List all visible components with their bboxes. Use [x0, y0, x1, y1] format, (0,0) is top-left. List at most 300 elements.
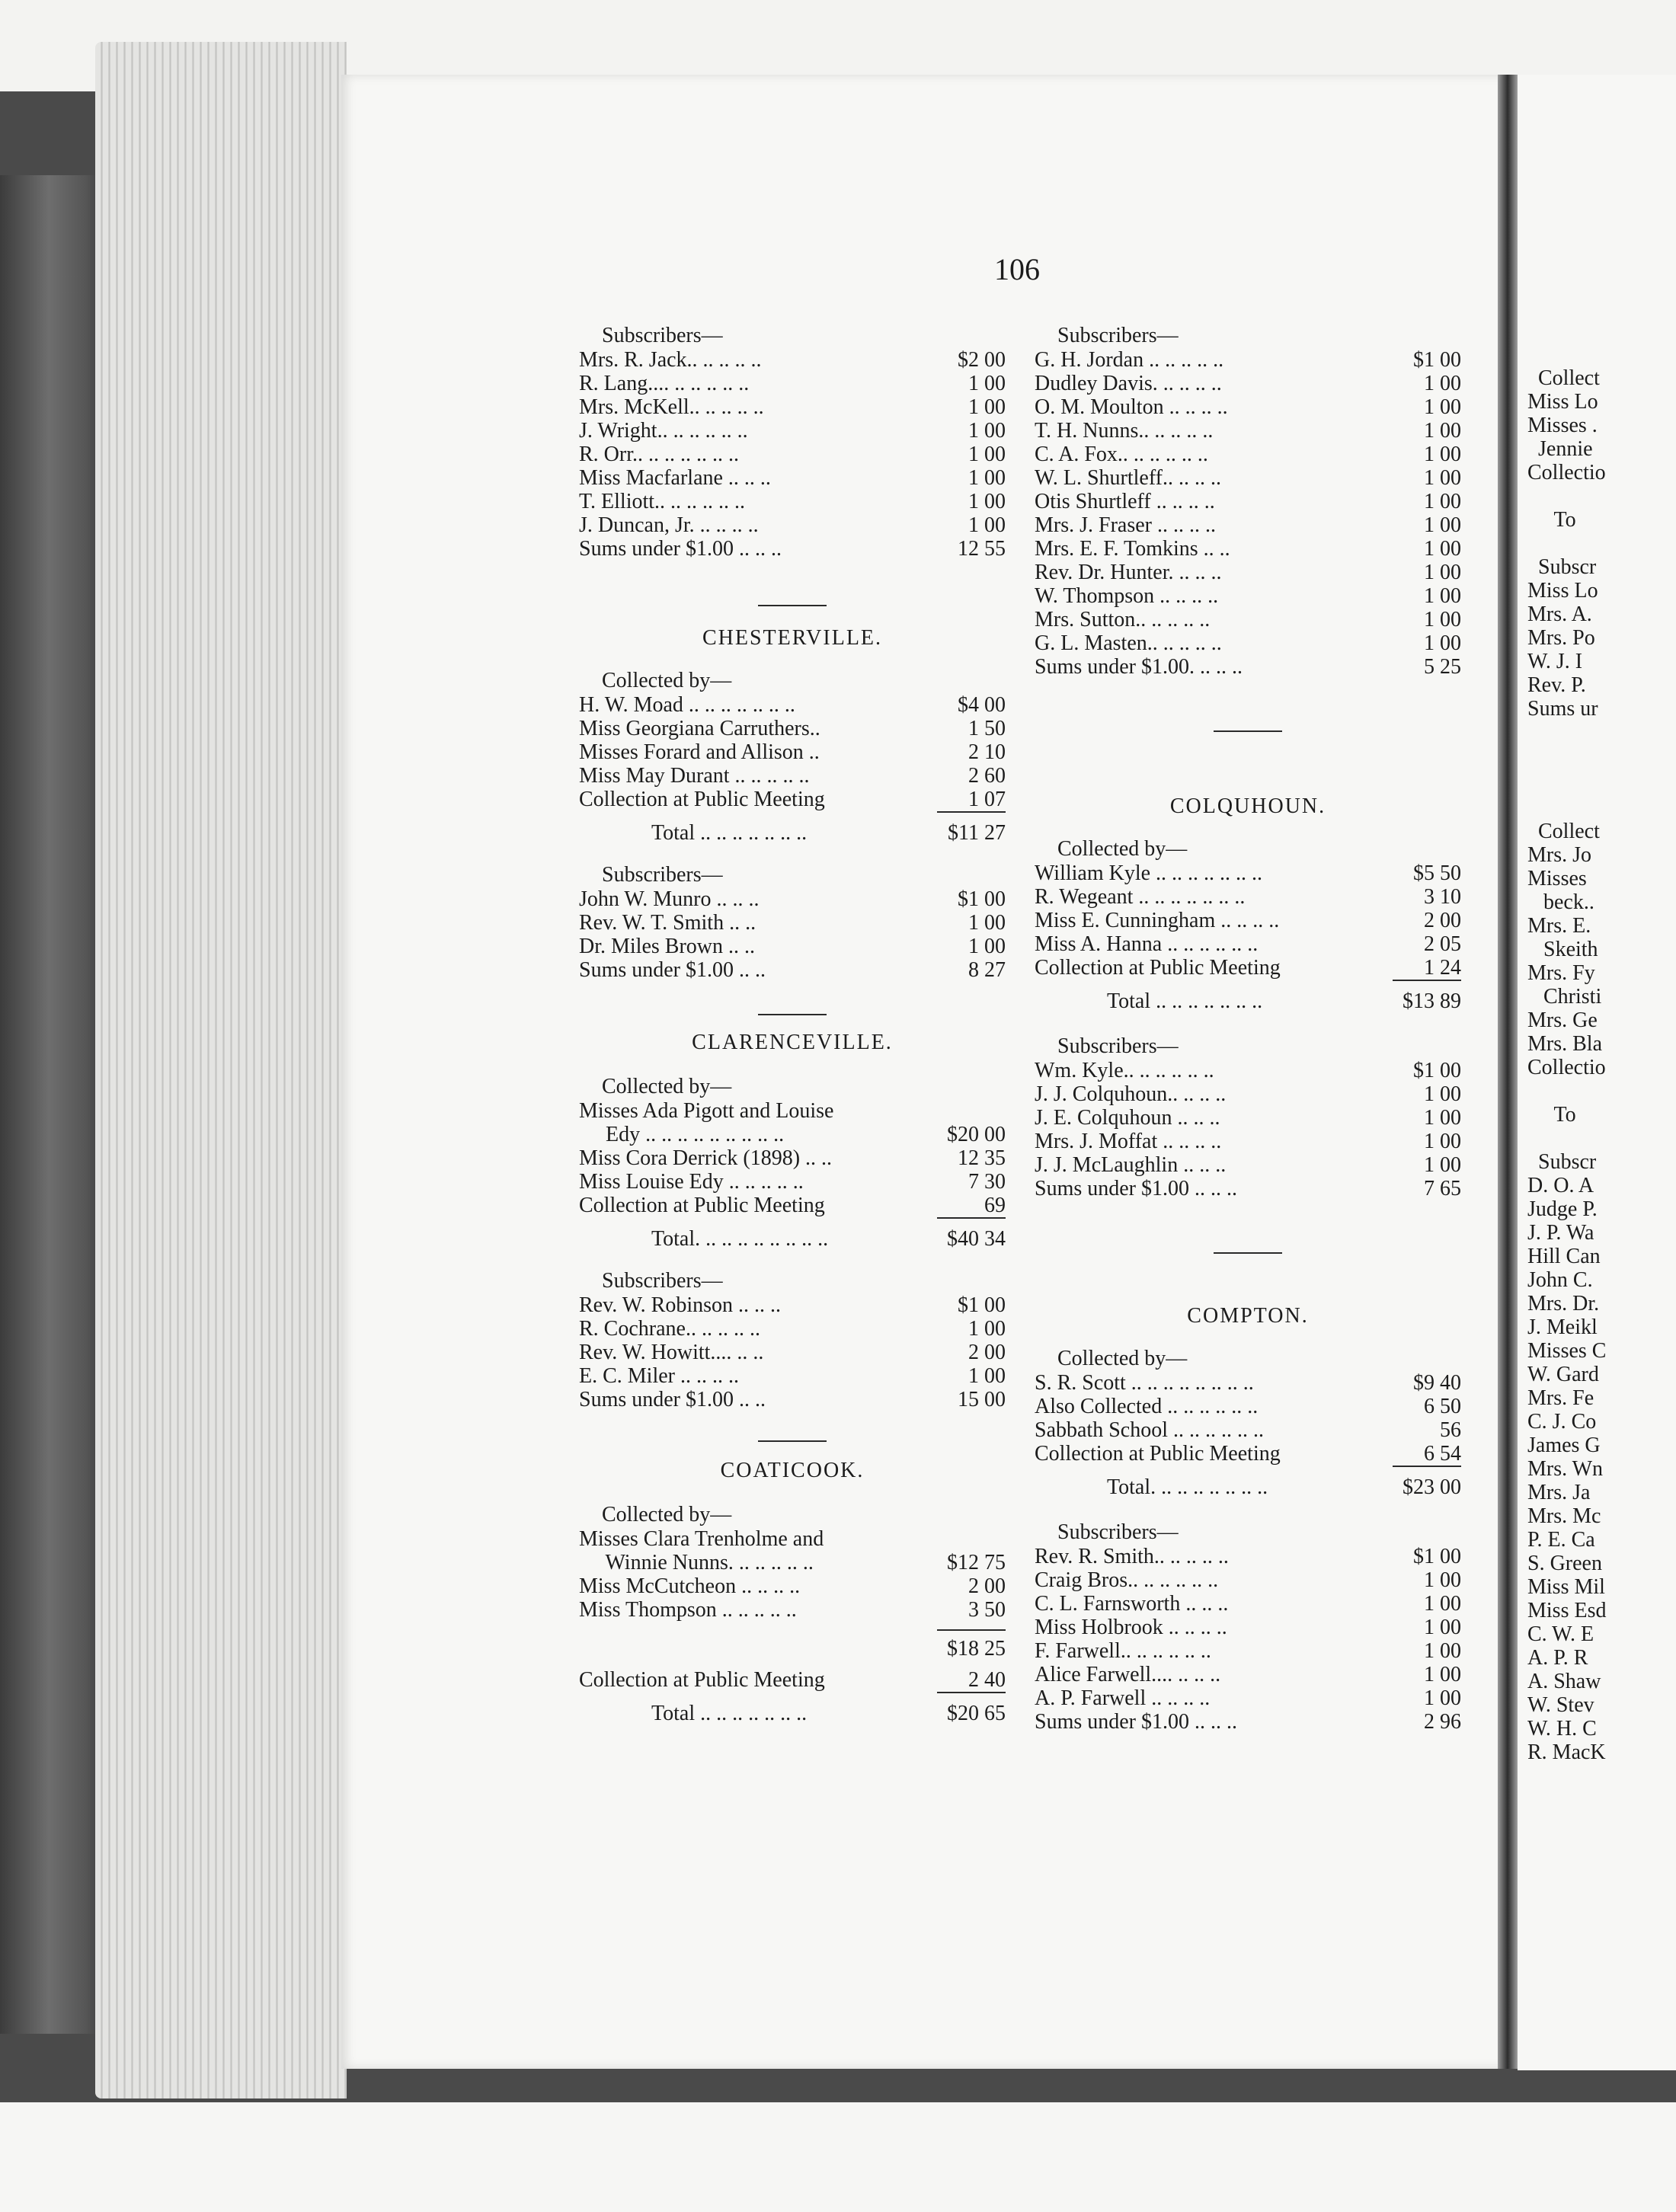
entry-name: Sums under $1.00 .. .. .. — [579, 537, 782, 561]
entry-amount: 1 00 — [968, 395, 1006, 419]
entry-name: J. J. Colquhoun.. .. .. .. — [1035, 1082, 1227, 1106]
entry-amount: 1 00 — [1424, 1568, 1461, 1592]
subscribers-label: Subscribers— — [602, 324, 723, 347]
total-amount: $20 65 — [947, 1702, 1006, 1725]
list-row — [1035, 861, 1461, 885]
section-heading-coaticook: COATICOOK. — [720, 1459, 865, 1482]
entry-amount: 2 00 — [968, 1341, 1006, 1364]
entry-name: Craig Bros.. .. .. .. .. .. — [1035, 1568, 1219, 1592]
entry-amount: 1 00 — [968, 1364, 1006, 1388]
entry-name: Winnie Nunns. .. .. .. .. .. — [579, 1551, 814, 1574]
list-row — [1035, 1106, 1461, 1130]
entry-name: Rev. W. Robinson .. .. .. — [579, 1293, 781, 1317]
entry-name: Mrs. J. Fraser .. .. .. .. — [1035, 513, 1216, 537]
list-row — [1035, 1130, 1461, 1153]
list-row — [579, 1146, 1006, 1170]
list-row — [1035, 1177, 1461, 1200]
entry-name: Miss A. Hanna .. .. .. .. .. .. — [1035, 932, 1259, 956]
list-row — [1035, 956, 1461, 980]
entry-name: Rev. W. T. Smith .. .. — [579, 911, 756, 935]
list-row — [1035, 584, 1461, 608]
entry-name: Otis Shurtleff .. .. .. .. — [1035, 490, 1215, 513]
column-left — [579, 324, 1006, 1727]
list-row — [1035, 348, 1461, 372]
fragment-line: Mrs. Po — [1527, 626, 1595, 650]
list-row — [579, 348, 1006, 372]
list-row — [579, 740, 1006, 764]
total-label: Total. .. .. .. .. .. .. .. — [1107, 1475, 1268, 1499]
entry-name: H. W. Moad .. .. .. .. .. .. .. — [579, 693, 795, 717]
list-row — [579, 911, 1006, 935]
collected-by-label: Collected by— — [602, 1503, 732, 1526]
entry-amount: 69 — [984, 1194, 1006, 1217]
collected-by-label: Collected by— — [602, 1075, 732, 1098]
entry-name: R. Lang.... .. .. .. .. .. — [579, 372, 750, 395]
entry-name: J. Wright.. .. .. .. .. .. — [579, 419, 748, 443]
entry-amount: 6 50 — [1424, 1395, 1461, 1418]
entry-name: Mrs. E. F. Tomkins .. .. — [1035, 537, 1230, 561]
collection-amount: 2 40 — [968, 1668, 1006, 1692]
entry-name: C. A. Fox.. .. .. .. .. .. — [1035, 443, 1208, 466]
fragment-line: beck.. — [1527, 890, 1594, 914]
entry-amount: 12 35 — [958, 1146, 1006, 1170]
entry-name: Miss McCutcheon .. .. .. .. — [579, 1574, 801, 1598]
collection-row — [579, 1668, 1006, 1692]
entry-amount: $1 00 — [1413, 1059, 1461, 1082]
entry-name: R. Wegeant .. .. .. .. .. .. .. — [1035, 885, 1246, 909]
list-row — [579, 395, 1006, 419]
fragment-line: J. P. Wa — [1527, 1221, 1594, 1245]
entry-name: John W. Munro .. .. .. — [579, 887, 760, 911]
sum-rule — [937, 1692, 1006, 1693]
fragment-line: C. W. E — [1527, 1622, 1594, 1646]
list-row — [1035, 1686, 1461, 1710]
entry-name: G. H. Jordan .. .. .. .. .. — [1035, 348, 1224, 372]
entry-amount: 1 00 — [968, 935, 1006, 958]
list-row — [1035, 1442, 1461, 1466]
entry-amount: 1 07 — [968, 788, 1006, 811]
entry-name: Dudley Davis. .. .. .. .. — [1035, 372, 1222, 395]
subtotal-row — [579, 1637, 1006, 1661]
fragment-line: Mrs. Fy — [1527, 961, 1595, 985]
entry-amount: 1 00 — [1424, 1153, 1461, 1177]
fragment-line: Misses C — [1527, 1339, 1607, 1363]
entry-name: R. Orr.. .. .. .. .. .. .. — [579, 443, 739, 466]
fragment-line: P. E. Ca — [1527, 1528, 1595, 1552]
collected-list — [1035, 861, 1461, 980]
collector-name: Misses Clara Trenholme and — [579, 1527, 824, 1551]
entry-amount: 1 00 — [1424, 1106, 1461, 1130]
total-label: Total .. .. .. .. .. .. .. — [651, 821, 808, 845]
fragment-line: Rev. P. — [1527, 673, 1586, 697]
entry-amount: 1 00 — [1424, 561, 1461, 584]
list-row — [579, 443, 1006, 466]
entry-name: Sabbath School .. .. .. .. .. .. — [1035, 1418, 1264, 1442]
entry-amount: 1 00 — [1424, 584, 1461, 608]
entry-amount: 1 00 — [1424, 1130, 1461, 1153]
list-row — [579, 466, 1006, 490]
entry-amount: 1 00 — [1424, 1616, 1461, 1639]
entry-amount: 1 00 — [1424, 631, 1461, 655]
entry-amount: $2 00 — [958, 348, 1006, 372]
entry-amount: 1 00 — [1424, 1663, 1461, 1686]
fragment-line: Mrs. A. — [1527, 603, 1592, 626]
fragment-block — [1527, 820, 1676, 1764]
entry-name: Edy .. .. .. .. .. .. .. .. .. — [579, 1123, 785, 1146]
total-row — [1035, 989, 1461, 1015]
fragment-line: D. O. A — [1527, 1174, 1594, 1197]
entry-name: Collection at Public Meeting — [579, 1194, 825, 1217]
fragment-line: C. J. Co — [1527, 1410, 1597, 1434]
collected-list — [579, 1123, 1006, 1217]
list-row — [1035, 1639, 1461, 1663]
entry-name: Sums under $1.00 .. .. .. — [1035, 1710, 1237, 1734]
entry-name: Collection at Public Meeting — [1035, 1442, 1281, 1466]
fragment-line: W. Gard — [1527, 1363, 1599, 1386]
entry-amount: 6 54 — [1424, 1442, 1461, 1466]
fragment-line: R. MacK — [1527, 1741, 1606, 1764]
fragment-line: Collectio — [1527, 461, 1606, 484]
entry-amount: 1 00 — [1424, 1592, 1461, 1616]
fragment-line: W. J. I — [1527, 650, 1583, 673]
entry-name: Miss Macfarlane .. .. .. — [579, 466, 771, 490]
entry-amount: 1 00 — [968, 513, 1006, 537]
entry-amount: 1 00 — [1424, 537, 1461, 561]
list-row — [579, 935, 1006, 958]
fragment-line: Misses — [1527, 867, 1587, 890]
list-row — [1035, 1153, 1461, 1177]
entry-name: J. J. McLaughlin .. .. .. — [1035, 1153, 1227, 1177]
entry-name: Mrs. R. Jack.. .. .. .. .. — [579, 348, 762, 372]
sum-rule — [1393, 980, 1461, 981]
entry-name: Rev. W. Howitt.... .. .. — [579, 1341, 764, 1364]
fragment-line: Mrs. Wn — [1527, 1457, 1604, 1481]
entry-name: O. M. Moulton .. .. .. .. — [1035, 395, 1228, 419]
total-row — [579, 1226, 1006, 1252]
list-row — [1035, 1616, 1461, 1639]
entry-name: Miss Louise Edy .. .. .. .. .. — [579, 1170, 804, 1194]
collected-by-label: Collected by— — [1057, 837, 1188, 861]
entry-name: F. Farwell.. .. .. .. .. .. — [1035, 1639, 1211, 1663]
fragment-line: Mrs. Fe — [1527, 1386, 1594, 1410]
entry-name: C. L. Farnsworth .. .. .. — [1035, 1592, 1229, 1616]
total-amount: $23 00 — [1403, 1475, 1461, 1499]
entry-amount: $9 40 — [1413, 1371, 1461, 1395]
list-row — [579, 1317, 1006, 1341]
fragment-line: Subscr — [1527, 555, 1597, 579]
fragment-line: Mrs. Mc — [1527, 1504, 1601, 1528]
list-row — [1035, 1545, 1461, 1568]
entry-amount: 8 27 — [968, 958, 1006, 982]
list-row — [579, 537, 1006, 561]
list-row — [1035, 513, 1461, 537]
list-row — [1035, 443, 1461, 466]
total-amount: $40 34 — [947, 1227, 1006, 1251]
entry-amount: 7 30 — [968, 1170, 1006, 1194]
list-row — [579, 693, 1006, 717]
entry-amount: 1 00 — [1424, 1082, 1461, 1106]
list-row — [579, 1170, 1006, 1194]
entry-name: A. P. Farwell .. .. .. .. — [1035, 1686, 1211, 1710]
list-row — [1035, 631, 1461, 655]
fragment-line: John C. — [1527, 1268, 1593, 1292]
fragment-line: Jennie — [1527, 437, 1593, 461]
list-row — [579, 958, 1006, 982]
fragment-line — [1527, 1079, 1676, 1103]
list-row — [579, 1293, 1006, 1317]
entry-amount: 1 50 — [968, 717, 1006, 740]
entry-name: Miss Thompson .. .. .. .. .. — [579, 1598, 797, 1622]
column-middle — [1035, 324, 1461, 1734]
section-heading-chesterville: CHESTERVILLE. — [702, 626, 883, 650]
entry-name: Mrs. J. Moffat .. .. .. .. — [1035, 1130, 1222, 1153]
fragment-line: Collect — [1527, 820, 1600, 843]
subscriber-list — [1035, 1059, 1461, 1200]
entry-name: Sums under $1.00. .. .. .. — [1035, 655, 1243, 679]
entry-amount: $1 00 — [958, 1293, 1006, 1317]
entry-amount: 1 00 — [968, 419, 1006, 443]
entry-amount: 1 00 — [1424, 1686, 1461, 1710]
column-right-cutoff — [1527, 324, 1676, 1764]
section-heading-clarenceville: CLARENCEVILLE. — [692, 1031, 893, 1054]
entry-name: Miss Georgiana Carruthers.. — [579, 717, 820, 740]
entry-amount: 1 00 — [968, 911, 1006, 935]
entry-name: E. C. Miler .. .. .. .. — [579, 1364, 739, 1388]
entry-amount: 2 05 — [1424, 932, 1461, 956]
subscriber-list — [1035, 348, 1461, 679]
entry-name: S. R. Scott .. .. .. .. .. .. .. .. — [1035, 1371, 1254, 1395]
entry-amount: 2 10 — [968, 740, 1006, 764]
entry-amount: 1 00 — [968, 443, 1006, 466]
list-row — [579, 717, 1006, 740]
entry-amount: $20 00 — [947, 1123, 1006, 1146]
total-label: Total. .. .. .. .. .. .. .. .. — [651, 1227, 829, 1251]
entry-name: Miss E. Cunningham .. .. .. .. — [1035, 909, 1280, 932]
list-row — [1035, 1371, 1461, 1395]
subscribers-label: Subscribers— — [602, 1269, 723, 1293]
entry-amount: 3 10 — [1424, 885, 1461, 909]
list-row — [579, 1598, 1006, 1622]
list-row — [1035, 932, 1461, 956]
entry-name: Misses Forard and Allison .. — [579, 740, 820, 764]
list-row — [579, 1388, 1006, 1411]
fragment-line: Miss Lo — [1527, 579, 1598, 603]
entry-amount: 1 00 — [1424, 372, 1461, 395]
entry-amount: 2 60 — [968, 764, 1006, 788]
subscribers-label: Subscribers— — [1057, 1034, 1179, 1058]
entry-amount: 15 00 — [958, 1388, 1006, 1411]
entry-name: Wm. Kyle.. .. .. .. .. .. — [1035, 1059, 1214, 1082]
fragment-line: To — [1527, 508, 1576, 532]
entry-amount: 1 00 — [1424, 466, 1461, 490]
fragment-line: Miss Esd — [1527, 1599, 1607, 1622]
list-row — [1035, 1592, 1461, 1616]
entry-amount: 1 00 — [1424, 513, 1461, 537]
list-row — [579, 1341, 1006, 1364]
collection-label: Collection at Public Meeting — [579, 1668, 825, 1692]
entry-name: Alice Farwell.... .. .. .. — [1035, 1663, 1221, 1686]
scanner-background-bottom — [0, 2102, 1676, 2212]
sum-rule — [1393, 1466, 1461, 1467]
entry-amount: 2 00 — [968, 1574, 1006, 1598]
entry-name: William Kyle .. .. .. .. .. .. .. — [1035, 861, 1263, 885]
list-row — [579, 513, 1006, 537]
total-amount: $11 27 — [948, 821, 1006, 845]
list-row — [1035, 1418, 1461, 1442]
list-row — [1035, 537, 1461, 561]
fragment-line: Mrs. Ge — [1527, 1009, 1598, 1032]
list-row — [579, 887, 1006, 911]
entry-name: Rev. Dr. Hunter. .. .. .. — [1035, 561, 1222, 584]
fragment-line: Mrs. E. — [1527, 914, 1591, 938]
entry-name: J. Duncan, Jr. .. .. .. .. — [579, 513, 759, 537]
entry-amount: 1 00 — [1424, 608, 1461, 631]
subscribers-label: Subscribers— — [602, 863, 723, 887]
entry-amount: $1 00 — [1413, 1545, 1461, 1568]
fragment-line: Skeith — [1527, 938, 1598, 961]
subscribers-label: Subscribers— — [1057, 324, 1179, 347]
list-row — [579, 1123, 1006, 1146]
entry-amount: $5 50 — [1413, 861, 1461, 885]
entry-name: Miss Cora Derrick (1898) .. .. — [579, 1146, 833, 1170]
list-row — [1035, 655, 1461, 679]
section-heading-colquhoun: COLQUHOUN. — [1169, 794, 1326, 818]
collected-list — [1035, 1371, 1461, 1466]
entry-name: Mrs. Sutton.. .. .. .. .. — [1035, 608, 1211, 631]
list-row — [579, 764, 1006, 788]
fragment-line: Subscr — [1527, 1150, 1597, 1174]
fragment-line: Sums ur — [1527, 697, 1598, 721]
collected-by-label: Collected by— — [602, 669, 732, 692]
entry-name: Sums under $1.00 .. .. .. — [1035, 1177, 1237, 1200]
list-row — [579, 1194, 1006, 1217]
list-row — [1035, 490, 1461, 513]
fragment-block — [1527, 366, 1676, 721]
sum-rule — [937, 1217, 1006, 1219]
subscriber-list — [579, 1293, 1006, 1411]
entry-name: W. L. Shurtleff.. .. .. .. — [1035, 466, 1221, 490]
list-row — [579, 1364, 1006, 1388]
entry-name: Dr. Miles Brown .. .. — [579, 935, 755, 958]
fragment-line: W. Stev — [1527, 1693, 1594, 1717]
entry-name: Miss May Durant .. .. .. .. .. — [579, 764, 810, 788]
entry-name: Collection at Public Meeting — [1035, 956, 1281, 980]
sum-rule — [937, 811, 1006, 813]
subtotal-amount: $18 25 — [947, 1637, 1006, 1661]
list-row — [1035, 372, 1461, 395]
entry-amount: 1 24 — [1424, 956, 1461, 980]
sum-rule — [937, 1629, 1006, 1631]
total-row — [579, 1701, 1006, 1727]
list-row — [1035, 1059, 1461, 1082]
entry-amount: 1 00 — [1424, 1639, 1461, 1663]
collected-list — [579, 693, 1006, 811]
fragment-line: Misses . — [1527, 414, 1598, 437]
entry-name: Also Collected .. .. .. .. .. .. — [1035, 1395, 1259, 1418]
entry-amount: 2 96 — [1424, 1710, 1461, 1734]
entry-name: J. E. Colquhoun .. .. .. — [1035, 1106, 1220, 1130]
list-row — [1035, 1395, 1461, 1418]
entry-amount: 1 00 — [968, 490, 1006, 513]
list-row — [1035, 1568, 1461, 1592]
entry-name: Rev. R. Smith.. .. .. .. .. — [1035, 1545, 1229, 1568]
book-gutter — [1498, 75, 1518, 2069]
total-amount: $13 89 — [1403, 989, 1461, 1013]
entry-name: Mrs. McKell.. .. .. .. .. — [579, 395, 764, 419]
fragment-line — [1527, 484, 1676, 508]
list-row — [1035, 909, 1461, 932]
fragment-line: Collectio — [1527, 1056, 1606, 1079]
fragment-line: James G — [1527, 1434, 1601, 1457]
entry-amount: 7 65 — [1424, 1177, 1461, 1200]
entry-amount: 1 00 — [1424, 395, 1461, 419]
entry-name: G. L. Masten.. .. .. .. .. — [1035, 631, 1222, 655]
fragment-line: A. Shaw — [1527, 1670, 1601, 1693]
collected-list — [579, 1551, 1006, 1622]
entry-amount: 1 00 — [968, 372, 1006, 395]
list-row — [1035, 1663, 1461, 1686]
entry-amount: 5 25 — [1424, 655, 1461, 679]
fragment-line: Judge P. — [1527, 1197, 1598, 1221]
section-heading-compton: COMPTON. — [1187, 1304, 1309, 1328]
entry-amount: $1 00 — [1413, 348, 1461, 372]
list-row — [579, 372, 1006, 395]
entry-amount: $12 75 — [947, 1551, 1006, 1574]
fragment-line: S. Green — [1527, 1552, 1602, 1575]
entry-amount: 56 — [1440, 1418, 1461, 1442]
fragment-line: Miss Mil — [1527, 1575, 1605, 1599]
subscriber-list — [579, 348, 1006, 561]
total-row — [1035, 1475, 1461, 1501]
subscriber-list — [1035, 1545, 1461, 1734]
list-row — [1035, 608, 1461, 631]
entry-amount: 1 00 — [1424, 443, 1461, 466]
subscriber-list — [579, 887, 1006, 982]
list-row — [1035, 1082, 1461, 1106]
fragment-line: J. Meikl — [1527, 1315, 1598, 1339]
fragment-line: Christi — [1527, 985, 1602, 1009]
entry-amount: 1 00 — [968, 1317, 1006, 1341]
page-number: 106 — [994, 252, 1040, 286]
list-row — [579, 1551, 1006, 1574]
list-row — [579, 1574, 1006, 1598]
entry-amount: 1 00 — [1424, 490, 1461, 513]
entry-amount: $1 00 — [958, 887, 1006, 911]
entry-name: Sums under $1.00 .. .. — [579, 958, 766, 982]
entry-name: Sums under $1.00 .. .. — [579, 1388, 766, 1411]
fragment-line — [1527, 1127, 1676, 1150]
fragment-line: Collect — [1527, 366, 1600, 390]
entry-name: T. H. Nunns.. .. .. .. .. — [1035, 419, 1214, 443]
fragment-line: W. H. C — [1527, 1717, 1597, 1741]
fragment-line: Hill Can — [1527, 1245, 1601, 1268]
collector-name: Misses Ada Pigott and Louise — [579, 1099, 834, 1123]
fragment-line — [1527, 532, 1676, 555]
entry-name: Miss Holbrook .. .. .. .. — [1035, 1616, 1227, 1639]
list-row — [1035, 885, 1461, 909]
entry-amount: 3 50 — [968, 1598, 1006, 1622]
list-row — [1035, 1710, 1461, 1734]
total-label: Total .. .. .. .. .. .. .. — [651, 1702, 808, 1725]
list-row — [579, 419, 1006, 443]
collected-first-line — [579, 1527, 1006, 1551]
collected-by-label: Collected by— — [1057, 1347, 1188, 1370]
total-label: Total .. .. .. .. .. .. .. — [1107, 989, 1263, 1013]
entry-name: T. Elliott.. .. .. .. .. .. — [579, 490, 746, 513]
subscribers-label: Subscribers— — [1057, 1520, 1179, 1544]
list-row — [1035, 419, 1461, 443]
fragment-line: Mrs. Dr. — [1527, 1292, 1600, 1315]
